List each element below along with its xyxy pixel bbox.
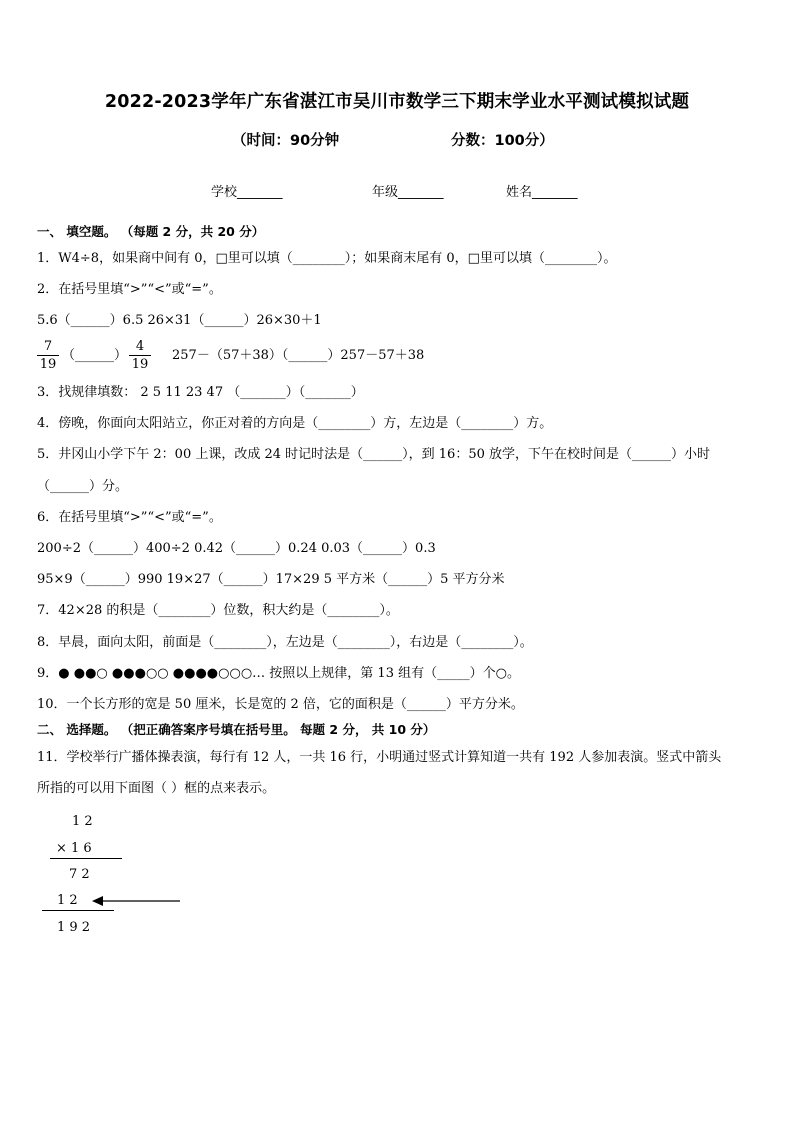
question-5-line-1: 5．井冈山小学下午 2：00 上课，改成 24 时记时法是（______），到 16：50 放学，下午在校时间是（______）小时 xyxy=(37,447,711,462)
school-field: 学校_______ xyxy=(211,185,283,200)
name-field: 姓名_______ xyxy=(506,185,578,200)
question-6: 6．在括号里填“>”“<”或“=”。 xyxy=(37,510,222,525)
section1-heading: 一、 填空题。 （每题 2 分，共 20 分） xyxy=(37,224,265,239)
question-6-row-1: 200÷2（______）400÷2 0.42（______）0.24 0.03（______）0.3 xyxy=(37,541,436,556)
grade-field: 年级_______ xyxy=(372,185,444,200)
calc-rule-1 xyxy=(50,858,122,859)
fraction-numerator: 4 xyxy=(129,338,151,356)
question-8: 8．早晨，面向太阳，前面是（________），左边是（________），右边是（________）。 xyxy=(37,635,533,650)
exam-score: 分数：100分） xyxy=(451,133,554,149)
fraction-4-19 xyxy=(129,338,151,373)
exam-time: （时间：90分钟 xyxy=(232,133,340,149)
calc-partial-product-1: 7 2 xyxy=(69,867,90,882)
calc-rule-2 xyxy=(42,910,114,911)
section2-heading: 二、 选择题。 （把正确答案序号填在括号里。 每题 2 分， 共 10 分） xyxy=(37,722,436,737)
question-2-row-2-rest: 257－（57＋38）（______）257－57＋38 xyxy=(172,348,425,363)
question-6-row-2: 95×9（______）990 19×27（______）17×29 5 平方米（______）5 平方分米 xyxy=(37,572,505,587)
fraction-numerator: 7 xyxy=(37,338,59,356)
question-9: 9．● ●●○ ●●●○○ ●●●●○○○… 按照以上规律，第 13 组有（_____）个○。 xyxy=(37,666,520,681)
arrow-left-icon xyxy=(92,894,184,908)
question-11-line-1: 11．学校举行广播体操表演，每行有 12 人，一共 16 行，小明通过竖式计算知道一共有 192 人参加表演。竖式中箭头 xyxy=(37,750,722,765)
question-2: 2．在括号里填“>”“<”或“=”。 xyxy=(37,282,222,297)
calc-product: 1 9 2 xyxy=(57,920,91,935)
compare-blank: （______） xyxy=(62,348,128,363)
question-5-line-2: （______）分。 xyxy=(37,479,129,494)
calc-multiplier: × 1 6 xyxy=(56,841,92,856)
question-1: 1．W4÷8，如果商中间有 0，□里可以填（________）；如果商末尾有 0，□里可以填（________）。 xyxy=(37,251,617,266)
exam-title: 2022-2023学年广东省湛江市吴川市数学三下期末学业水平测试模拟试题 xyxy=(104,92,690,112)
question-10: 10．一个长方形的宽是 50 厘米，长是宽的 2 倍，它的面积是（______）平方分米。 xyxy=(37,697,524,712)
fraction-denominator: 19 xyxy=(131,357,149,372)
question-3: 3．找规律填数： 2 5 11 23 47 （_______）（_______） xyxy=(37,385,364,400)
question-4: 4．傍晚，你面向太阳站立，你正对着的方向是（________）方，左边是（________）方。 xyxy=(37,416,553,431)
fraction-7-19 xyxy=(37,338,59,373)
question-11-line-2: 所指的可以用下面图（ ）框的点来表示。 xyxy=(37,781,276,796)
question-7: 7．42×28 的积是（________）位数，积大约是（________）。 xyxy=(37,603,399,618)
fraction-denominator: 19 xyxy=(39,357,57,372)
calc-partial-product-2: 1 2 xyxy=(57,893,78,908)
question-2-row-1: 5.6（______）6.5 26×31（______）26×30＋1 xyxy=(37,313,322,328)
calc-multiplicand: 1 2 xyxy=(72,814,93,829)
